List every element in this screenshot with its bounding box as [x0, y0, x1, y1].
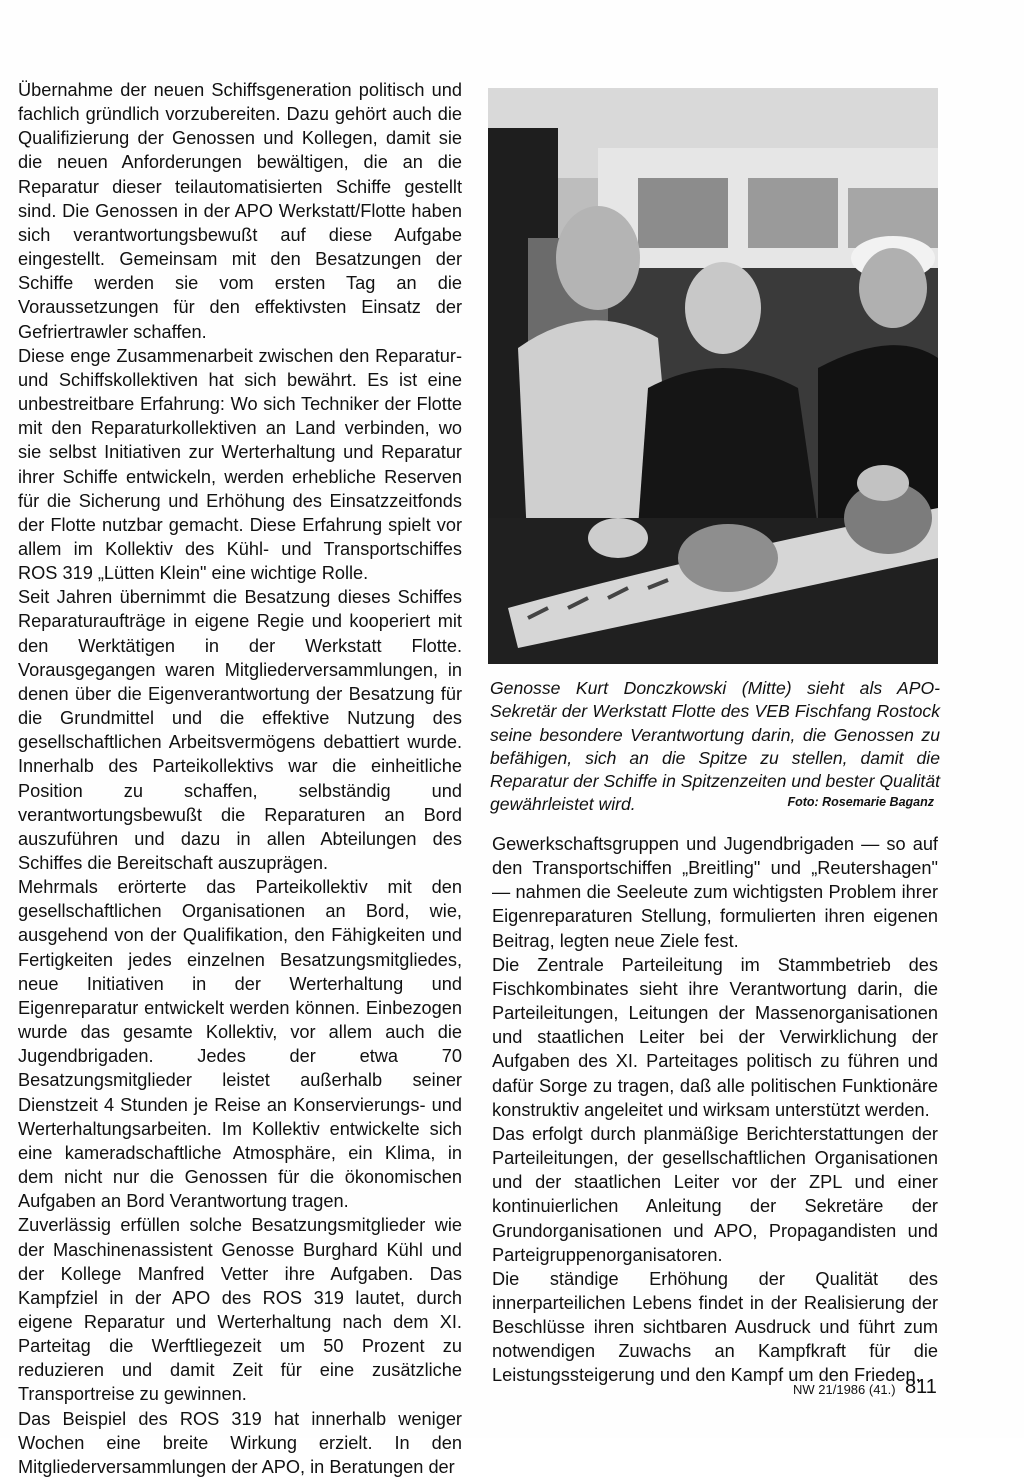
photo-caption: Genosse Kurt Donczkowski (Mitte) sieht als APO-Sekretär der Werkstatt Flotte des VEB Fischfang Rostock seine besondere Verantwortung darin, die Genossen zu befähigen, sich an die Spitze zu stellen, damit die Reparatur der Schiffe in Spitzenzeiten und bester Qualität gewährleistet wird.	[490, 678, 940, 815]
paragraph: Das erfolgt durch planmäßige Berichterstattungen der Parteileitungen, der gesellschaftlichen Organisationen und der staatlichen Leiter vor der ZPL und einer kontinuierlichen Anleitung der Sekretäre der Grundorganisationen und APO, Propagandisten und Parteigruppenorganisatoren.	[492, 1123, 938, 1265]
paragraph: Gewerkschaftsgruppen und Jugendbrigaden — so auf den Transportschiffen „Breitling" und „Reutershagen" — nahmen die Seeleute zum wichtigsten Problem ihrer Eigenreparaturen Stellung, formulierten ihren eigenen Beitrag, legten neue Ziele fest.	[492, 834, 938, 951]
article-right-column	[492, 832, 938, 1388]
paragraph: Die ständige Erhöhung der Qualität des innerparteilichen Lebens findet in der Realisierung der Beschlüsse ihren sichtbaren Ausdruck und führt zum notwendigen Zuwachs an Kampfkraft für die Leistungssteigerung und den Kampf um den Frieden.	[492, 1268, 938, 1386]
paragraph: Übernahme der neuen Schiffsgeneration politisch und fachlich gründlich vorzubereiten. Dazu gehört auch die Qualifizierung der Genossen und Kollegen, damit sie die neuen Anforderungen bewältigen, die an die Reparatur dieser teilautomatisierten Schiffe gestellt sind. Die Genossen in der APO Werkstatt/Flotte haben sich verantwortungsbewußt auf diese Aufgabe eingestellt. Gemeinsam mit den Besatzungen der Schiffe werden sie vom ersten Tag an die Voraussetzungen für den effektivsten Einsatz der Gefriertrawler schaffen.	[18, 80, 462, 342]
paragraph: Die Zentrale Parteileitung im Stammbetrieb des Fischkombinates sieht ihre Verantwortung darin, die Parteileitungen, Leitungen der Massenorganisationen und staatlichen Leiter bei der Verwirklichung der Aufgaben des XI. Parteitages politisch zu führen und dafür Sorge zu tragen, daß alle politischen Funktionäre konstruktiv angeleitet und wirksam unterstützt werden.	[492, 954, 938, 1120]
paragraph: Diese enge Zusammenarbeit zwischen den Reparatur- und Schiffskollektiven hat sich bewährt. Es ist eine unbestreitbare Erfahrung: Wo sich Techniker der Flotte mit den Reparaturkollektiven an Land verbinden, wo sie selbst Initiativen zur Werterhaltung und Reparatur ihrer Schiffe entwickeln, werden erhebliche Reserven für die Sicherung und Erhöhung des Einsatzzeitfonds der Flotte nutzbar gemacht. Diese Erfahrung spielt vor allem im Kollektiv des Kühl- und Transportschiffes ROS 319 „Lütten Klein" eine wichtige Rolle.	[18, 345, 462, 584]
page-number: 811	[905, 1376, 937, 1398]
paragraph: Seit Jahren übernimmt die Besatzung dieses Schiffes Reparaturaufträge in eigene Regie und kooperiert mit den Werktätigen in der Werkstatt Flotte. Vorausgegangen waren Mitgliederversammlungen, in denen über die Eigenverantwortung der Besatzung für die Grundmittel und die effektive Nutzung des gesellschaftlichen Arbeitsvermögens debattiert wurde. Innerhalb des Parteikollektivs war die einheitliche Position zu schaffen, selbständig und verantwortungsbewußt die Reparaturen an Bord auszuführen und dazu in allen Abteilungen des Schiffes die Bereitschaft auszuprägen.	[18, 587, 462, 873]
photo-image	[488, 88, 938, 664]
paragraph: Das Beispiel des ROS 319 hat innerhalb weniger Wochen eine breite Wirkung erzielt. In den Mitgliederversammlungen der APO, in Beratungen der	[18, 1408, 462, 1477]
photo-credit: Foto: Rosemarie Baganz	[787, 795, 934, 809]
article-left-column	[18, 78, 462, 1479]
paragraph: Mehrmals erörterte das Parteikollektiv mit den gesellschaftlichen Organisationen an Bord, wie, ausgehend von der Qualifikation, den Fähigkeiten und Fertigkeiten jedes einzelnen Besatzungsmitgliedes, neue Initiativen in der Werterhaltung und Eigenreparatur entwickelt werden können. Einbezogen wurde das gesamte Kollektiv, vor allem auch die Jugendbrigaden. Jedes der etwa 70 Besatzungsmitglieder leistet außerhalb seiner Dienstzeit 4 Stunden je Reise an Konservierungs- und Werterhaltungsarbeiten. Im Kollektiv entwickelte sich eine kameradschaftliche Atmosphäre, ein Klima, in dem nicht nur die Genossen für die ökonomischen Aufgaben an Bord Verantwortung tragen.	[18, 877, 462, 1212]
paragraph: Zuverlässig erfüllen solche Besatzungsmitglieder wie der Maschinenassistent Genosse Burghard Kühl und der Kollege Manfred Vetter ihre Aufgaben. Das Kampfziel in der APO des ROS 319 lautet, durch eigene Reparatur und Werterhaltung nach dem XI. Parteitag die Werftliegezeit um 50 Prozent zu reduzieren und damit Zeit für eine zusätzliche Transportreise zu gewinnen.	[18, 1215, 462, 1405]
article-photo	[488, 88, 938, 664]
issue-reference: NW 21/1986 (41.)	[793, 1382, 896, 1397]
